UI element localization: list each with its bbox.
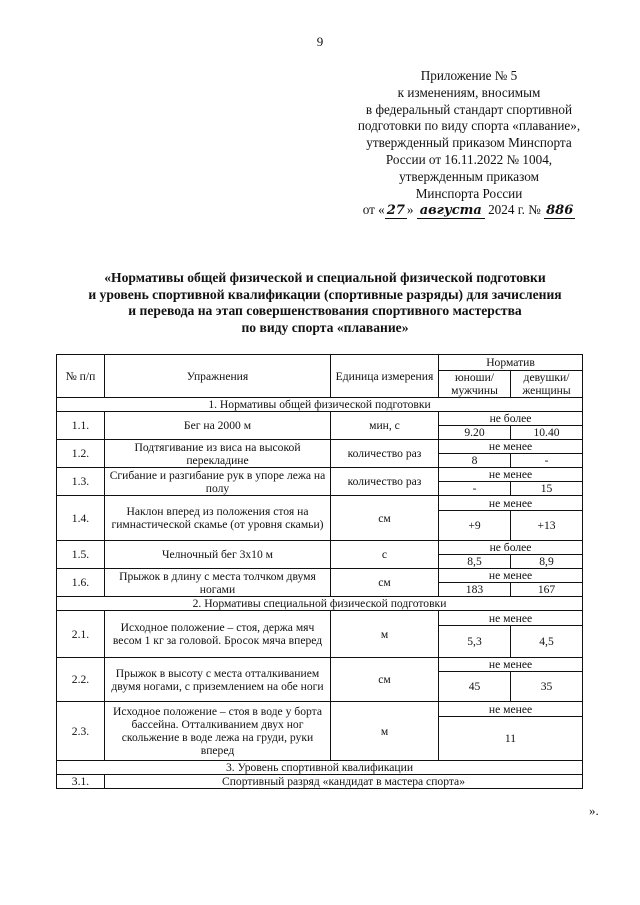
row-boys: +9 xyxy=(439,511,511,541)
row-condition: не менее xyxy=(439,496,583,511)
row-unit: количество раз xyxy=(331,440,439,468)
table-row xyxy=(57,541,583,555)
row-condition: не более xyxy=(439,412,583,426)
header-unit: Единица измерения xyxy=(331,355,439,398)
handwritten-day: 27 xyxy=(386,203,405,219)
row-unit: см xyxy=(331,658,439,702)
row-exercise: Наклон вперед из положения стоя на гимнастической скамье (от уровня скамьи) xyxy=(105,496,331,541)
table-row xyxy=(57,468,583,482)
row-num: 1.6. xyxy=(57,569,105,597)
section-title: 1. Нормативы общей физической подготовки xyxy=(57,398,583,412)
row-condition: не менее xyxy=(439,440,583,454)
table-row xyxy=(57,569,583,583)
row-unit: мин, с xyxy=(331,412,439,440)
title-line: по виду спорта «плавание» xyxy=(241,319,409,335)
section-row xyxy=(57,398,583,412)
table-row xyxy=(57,702,583,717)
row-condition: не более xyxy=(439,541,583,555)
row-unit: м xyxy=(331,702,439,761)
section-title: 2. Нормативы специальной физической подготовки xyxy=(57,597,583,611)
section-title: 3. Уровень спортивной квалификации xyxy=(57,761,583,775)
row-num: 1.5. xyxy=(57,541,105,569)
appendix-line: к изменениям, вносимым xyxy=(397,84,541,100)
row-unit: см xyxy=(331,569,439,597)
table-row xyxy=(57,775,583,789)
row-num: 1.1. xyxy=(57,412,105,440)
closing-quote: ». xyxy=(589,803,599,818)
page-number: 9 xyxy=(316,34,324,49)
section-row xyxy=(57,597,583,611)
title-line: и уровень спортивной квалификации (спортивные разряды) для зачисления xyxy=(88,286,562,302)
header-norm: Норматив xyxy=(439,355,583,371)
header-row xyxy=(57,355,583,371)
table-row xyxy=(57,658,583,672)
row-exercise: Исходное положение – стоя, держа мяч весом 1 кг за головой. Бросок мяча вперед xyxy=(105,611,331,658)
row-num: 2.2. xyxy=(57,658,105,702)
order-year: 2024 г. № xyxy=(488,202,541,218)
section-row xyxy=(57,761,583,775)
title-line: и перевода на этап совершенствования спортивного мастерства xyxy=(128,303,522,319)
row-exercise: Бег на 2000 м xyxy=(105,412,331,440)
appendix-line: Приложение № 5 xyxy=(420,68,518,83)
row-num: 1.4. xyxy=(57,496,105,541)
row-girls: 8,9 xyxy=(511,555,583,569)
row-exercise: Спортивный разряд «кандидат в мастера спорта» xyxy=(105,775,583,789)
appendix-line: утвержденным приказом xyxy=(399,168,539,184)
row-unit: см xyxy=(331,496,439,541)
table-row xyxy=(57,440,583,454)
document-title xyxy=(60,270,590,336)
row-both: 11 xyxy=(439,717,583,761)
header-girls: девушки/ женщины xyxy=(511,371,583,398)
row-boys: 45 xyxy=(439,672,511,702)
appendix-line: России от 16.11.2022 № 1004, xyxy=(385,151,553,167)
row-exercise: Сгибание и разгибание рук в упоре лежа на полу xyxy=(105,468,331,496)
row-boys: 8,5 xyxy=(439,555,511,569)
row-unit: с xyxy=(331,541,439,569)
row-num: 2.1. xyxy=(57,611,105,658)
appendix-header xyxy=(338,68,600,219)
table-row xyxy=(57,611,583,626)
row-exercise: Исходное положение – стоя в воде у борта бассейна. Отталкиванием двух ног скольжение в воде лежа на груди, руки вперед xyxy=(105,702,331,761)
row-girls: 4,5 xyxy=(511,626,583,658)
row-exercise: Прыжок в высоту с места отталкиванием двумя ногами, с приземлением на обе ноги xyxy=(105,658,331,702)
norms-table xyxy=(56,354,583,789)
row-boys: 183 xyxy=(439,583,511,597)
row-unit: м xyxy=(331,611,439,658)
handwritten-number: 886 xyxy=(546,203,574,219)
row-girls: +13 xyxy=(511,511,583,541)
appendix-line: Минспорта России xyxy=(415,185,523,201)
row-girls: - xyxy=(511,454,583,468)
row-exercise: Подтягивание из виса на высокой перекладине xyxy=(105,440,331,468)
from-prefix: от « xyxy=(362,202,385,218)
row-boys: 5,3 xyxy=(439,626,511,658)
row-boys: 9.20 xyxy=(439,426,511,440)
quote-close: » xyxy=(406,202,414,218)
row-exercise: Челночный бег 3х10 м xyxy=(105,541,331,569)
appendix-line: утвержденный приказом Минспорта xyxy=(366,135,572,151)
row-girls: 15 xyxy=(511,482,583,496)
row-condition: не менее xyxy=(439,468,583,482)
row-condition: не менее xyxy=(439,569,583,583)
table-row xyxy=(57,412,583,426)
header-boys: юноши/ мужчины xyxy=(439,371,511,398)
row-condition: не менее xyxy=(439,702,583,717)
header-exercise: Упражнения xyxy=(105,355,331,398)
appendix-line: в федеральный стандарт спортивной xyxy=(365,101,573,117)
row-num: 1.2. xyxy=(57,440,105,468)
order-date-line xyxy=(338,202,600,219)
row-num: 3.1. xyxy=(57,775,105,789)
handwritten-month: августа xyxy=(417,204,485,219)
appendix-line: подготовки по виду спорта «плавание», xyxy=(357,118,581,134)
header-num: № п/п xyxy=(57,355,105,398)
row-num: 2.3. xyxy=(57,702,105,761)
row-condition: не менее xyxy=(439,658,583,672)
row-girls: 10.40 xyxy=(511,426,583,440)
row-num: 1.3. xyxy=(57,468,105,496)
title-line: «Нормативы общей физической и специальной физической подготовки xyxy=(104,270,546,285)
row-girls: 35 xyxy=(511,672,583,702)
row-unit: количество раз xyxy=(331,468,439,496)
row-girls: 167 xyxy=(511,583,583,597)
table-row xyxy=(57,496,583,511)
row-boys: - xyxy=(439,482,511,496)
row-exercise: Прыжок в длину с места толчком двумя ногами xyxy=(105,569,331,597)
row-boys: 8 xyxy=(439,454,511,468)
row-condition: не менее xyxy=(439,611,583,626)
